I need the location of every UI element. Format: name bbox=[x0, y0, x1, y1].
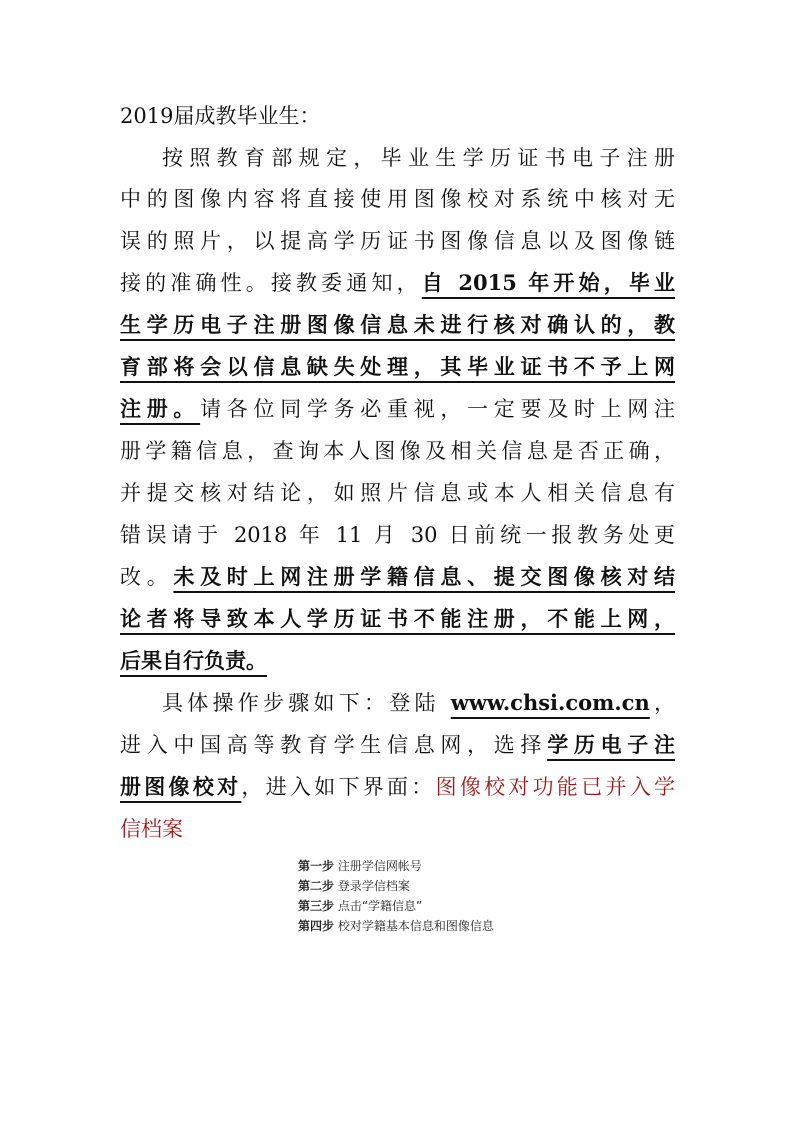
paragraph1-line-9: 并提交核对结论，如照片信息或本人相关信息有 bbox=[120, 481, 675, 505]
emphasis-photo-check-end: 册图像校对 bbox=[120, 774, 242, 799]
step-text: 点击“学籍信息” bbox=[334, 899, 423, 913]
emphasis-line-5: 生学历电子注册图像信息未进行核对确认的，教 bbox=[120, 312, 675, 337]
red-note: 图像校对功能已并入学 bbox=[435, 775, 676, 799]
paragraph1-line-1: 按照教育部规定，毕业生学历证书电子注册 bbox=[162, 146, 675, 170]
paragraph1-line-7 bbox=[120, 394, 675, 424]
line4-text: 接的准确性。接教委通知， bbox=[120, 271, 422, 295]
step-number: 第四步 bbox=[298, 919, 335, 933]
step-text: 校对学籍基本信息和图像信息 bbox=[334, 919, 494, 933]
step-item bbox=[298, 856, 494, 876]
paragraph1-line-11 bbox=[120, 562, 675, 592]
paragraph2-line-2 bbox=[120, 730, 675, 760]
step-item bbox=[298, 896, 494, 916]
emphasis-register: 注册。 bbox=[120, 396, 201, 421]
paragraph1-line-10: 错误请于 2018 年 11 月 30 日前统一报教务处更 bbox=[120, 523, 675, 547]
paragraph2-line-3 bbox=[120, 772, 675, 802]
emphasis-line-6: 育部将会以信息缺失处理，其毕业证书不予上网 bbox=[120, 354, 675, 379]
step-number: 第一步 bbox=[298, 859, 335, 873]
paragraph1-line-8: 册学籍信息，查询本人图像及相关信息是否正确， bbox=[120, 439, 675, 463]
step-number: 第二步 bbox=[298, 879, 335, 893]
paragraph1-line-2: 中的图像内容将直接使用图像校对系统中核对无 bbox=[120, 187, 675, 211]
line2-text: 进入中国高等教育学生信息网，选择 bbox=[120, 733, 548, 757]
salutation: 2019届成教毕业生： bbox=[120, 104, 321, 128]
emphasis-photo-check: 学历电子注 bbox=[547, 732, 676, 757]
url-punct: ， bbox=[649, 691, 675, 715]
step-number: 第三步 bbox=[298, 899, 335, 913]
step-item bbox=[298, 916, 494, 936]
step-item bbox=[298, 876, 494, 896]
emphasis-line-13: 后果自行负责。 bbox=[120, 648, 267, 673]
chsi-url-link[interactable]: www.chsi.com.cn bbox=[450, 690, 650, 715]
emphasis-warning-start: 未及时上网注册学籍信息、提交图像核对结 bbox=[173, 564, 676, 589]
line7-text: 请各位同学务必重视，一定要及时上网注 bbox=[200, 397, 676, 421]
steps-list bbox=[298, 856, 494, 936]
paragraph1-line-3: 误的照片，以提高学历证书图像信息以及图像链 bbox=[120, 229, 675, 253]
line3-text: ，进入如下界面： bbox=[241, 775, 436, 799]
steps-intro-text: 具体操作步骤如下：登陆 bbox=[162, 691, 451, 715]
step-text: 登录学信档案 bbox=[334, 879, 410, 893]
paragraph1-line-4 bbox=[120, 268, 675, 298]
emphasis-line-12: 论者将导致本人学历证书不能注册，不能上网， bbox=[120, 606, 675, 631]
red-note-end: 信档案 bbox=[120, 817, 183, 841]
emphasis-deadline-start: 自 2015 年开始，毕业 bbox=[421, 270, 676, 295]
step-text: 注册学信网帐号 bbox=[334, 859, 422, 873]
line11-text: 改。 bbox=[120, 565, 174, 589]
paragraph2-line-1 bbox=[162, 688, 675, 718]
